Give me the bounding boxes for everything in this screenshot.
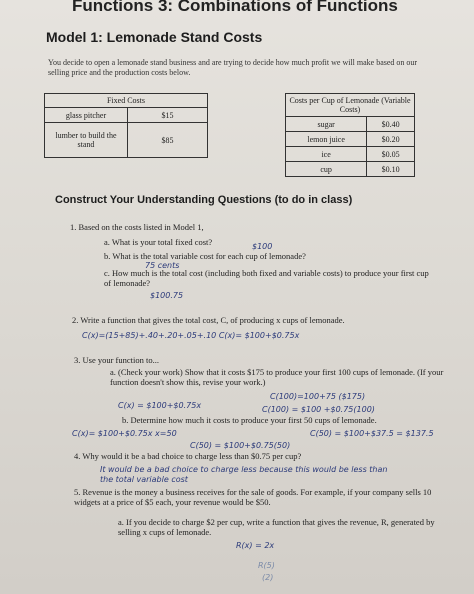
table-row [286,162,415,177]
answer-5b: R(5) [258,561,275,570]
variable-costs-header: Costs per Cup of Lemonade (Variable Costs) [286,94,415,117]
fixed-cost: $85 [128,123,208,158]
question-1b: b. What is the total variable cost for each cup of lemonade? [104,251,306,261]
question-2: 2. Write a function that gives the total cost, C, of producing x cups of lemonade. [72,315,345,325]
page-title: Functions 3: Combinations of Functions [72,0,398,15]
table-row [45,108,208,123]
question-1a: a. What is your total fixed cost? [104,237,213,247]
fixed-costs-header: Fixed Costs [45,94,208,108]
intro-text: You decide to open a lemonade stand business and are trying to decide how much profit we will make based on our selling price and the production costs below. [48,58,418,77]
question-3b: b. Determine how much it costs to produce your first 50 cups of lemonade. [122,415,377,425]
question-4: 4. Why would it be a bad choice to charge less than $0.75 per cup? [74,451,302,461]
question-5a: a. If you decide to charge $2 per cup, write a function that gives the revenue, R, generated by selling x cups of lemonade. [118,517,435,537]
answer-1a: $100 [252,242,273,251]
table-row [286,117,415,132]
answer-5c: (2) [262,573,274,582]
question-1c: c. How much is the total cost (including both fixed and variable costs) to produce your first cup of lemonade? [104,268,429,288]
variable-cost: $0.10 [367,162,415,177]
variable-cost: $0.20 [367,132,415,147]
answer-3b-line2: C(50) = $100+$37.5 = $137.5 [310,429,434,438]
question-5: 5. Revenue is the money a business receives for the sale of goods. For example, if your company sells 10 widgets at a price of $5 each, your revenue would be $50. [74,487,432,507]
variable-cost: $0.40 [367,117,415,132]
answer-2: C(x)=(15+85)+.40+.20+.05+.10 C(x)= $100+$0.75x [82,331,300,340]
question-1: 1. Based on the costs listed in Model 1, [70,222,204,232]
table-row [45,123,208,158]
fixed-item: lumber to build the stand [45,123,128,158]
fixed-costs-table [44,93,208,158]
table-row [286,147,415,162]
variable-costs-table [285,93,415,177]
variable-cost: $0.05 [367,147,415,162]
answer-3b-line3: C(50) = $100+$0.75(50) [190,441,291,450]
answer-3a-line3: C(100) = $100 +$0.75(100) [262,405,375,414]
table-row [286,132,415,147]
variable-item: sugar [286,117,367,132]
fixed-item: glass pitcher [45,108,128,123]
variable-item: cup [286,162,367,177]
answer-3a-line2: C(x) = $100+$0.75x [118,401,202,410]
answer-3b-line1: C(x)= $100+$0.75x x=50 [72,429,177,438]
answer-4: It would be a bad choice to charge less because this would be less than the total variable cost [100,465,388,484]
question-3a: a. (Check your work) Show that it costs $175 to produce your first 100 cups of lemonade. (If your function doesn't show this, revise your work.) [110,367,444,387]
question-3: 3. Use your function to... [74,355,159,365]
answer-1c: $100.75 [150,291,184,300]
answer-3a-line1: C(100)=100+75 ($175) [270,392,366,401]
fixed-cost: $15 [128,108,208,123]
model-title: Model 1: Lemonade Stand Costs [46,29,263,45]
answer-5a: R(x) = 2x [236,541,275,550]
variable-item: ice [286,147,367,162]
section-title: Construct Your Understanding Questions (to do in class) [55,194,353,206]
answer-1b: 75 cents [145,261,180,270]
variable-item: lemon juice [286,132,367,147]
